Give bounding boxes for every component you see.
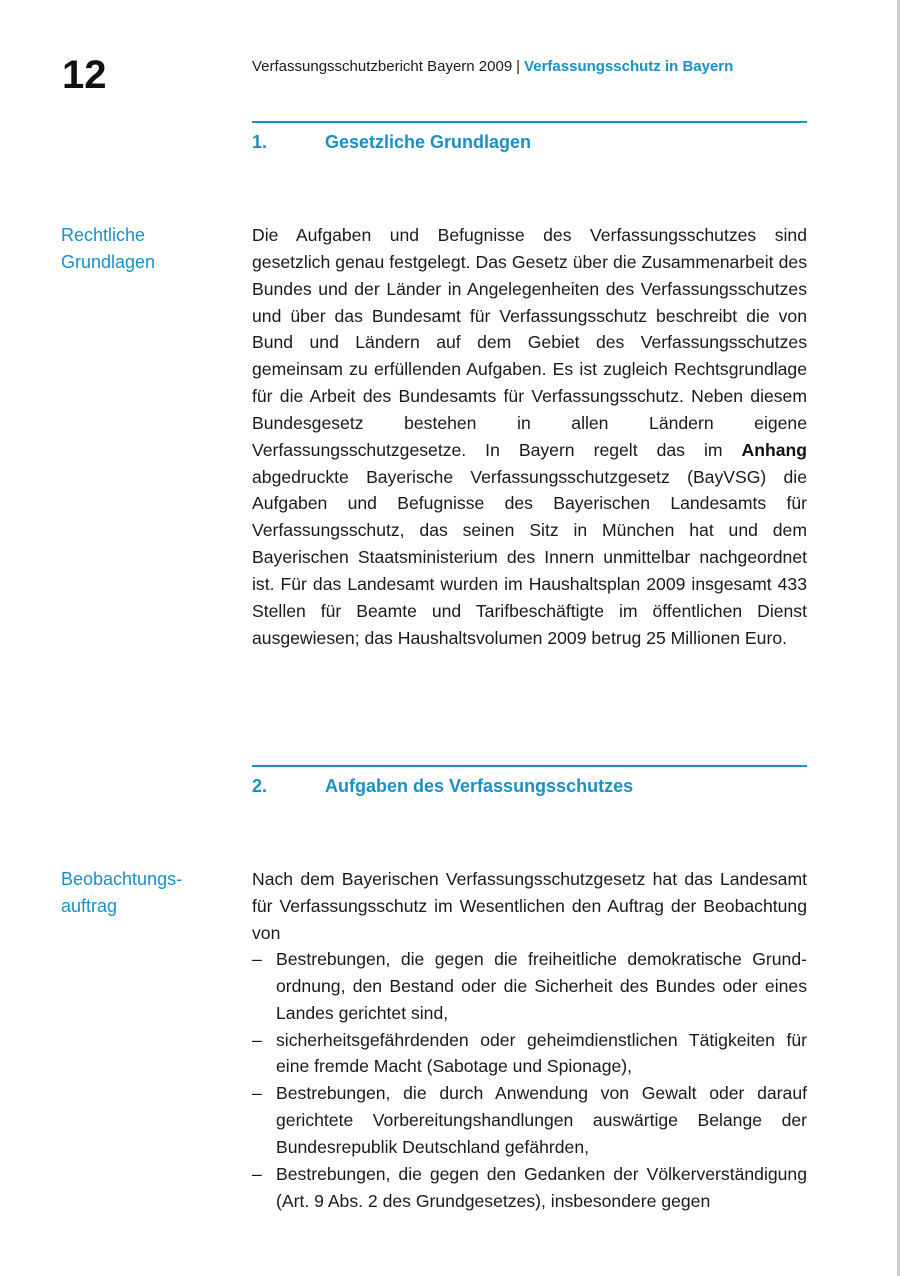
header-chapter: Verfassungsschutz in Bayern: [524, 58, 734, 75]
list-item: [252, 1027, 807, 1081]
bullet-dash: –: [252, 1083, 262, 1104]
list-item-text: sicherheitsgefährdenden oder geheimdienstlichen Tätigkeiten für eine fremde Macht (Sabotage und Spionage),: [276, 1029, 807, 1077]
section-1-rule: [252, 121, 807, 123]
section-1-paragraph: [252, 222, 807, 652]
section-2-rule: [252, 765, 807, 767]
paragraph-emphasis: Anhang: [741, 439, 808, 460]
header-separator: |: [516, 58, 521, 75]
section-2-margin-note: [61, 866, 231, 920]
bullet-dash: –: [252, 949, 262, 969]
list-item: [252, 1080, 807, 1161]
margin-note-line: Grundlagen: [61, 252, 156, 272]
paragraph-text: Die Aufgaben und Befugnisse des Verfassungsschutzes sind gesetzlich genau festgelegt. Das Gesetz über die Zusammenarbeit des Bundes und der Länder in Angelegenheiten des Verfassungsschutzes und über das Bundesamt für Verfassungsschutz beschreibt die von Bund und Ländern auf dem Gebiet des Verfassungsschutzes gemeinsam zu erfüllenden Aufgaben. Es ist zugleich Rechtsgrundlage für die Arbeit des Bundesamts für Verfassungsschutz. Neben diesem Bundesgesetz bestehen in allen Ländern eigene Verfassungsschutzgesetze. In Bayern regelt das im: [252, 225, 807, 460]
bullet-dash: –: [252, 1163, 262, 1184]
section-2-number: 2.: [252, 776, 268, 796]
list-item-text: Bestrebungen, die gegen den Gedanken der Völkerverständigung (Art. 9 Abs. 2 des Grundgesetzes), insbesondere gegen: [276, 1163, 807, 1211]
list-item: [252, 946, 807, 1027]
section-1-heading: [252, 131, 807, 153]
section-2-title: Aufgaben des Verfassungsschutzes: [325, 776, 634, 796]
section-2-heading: [252, 775, 807, 797]
page-number: 12: [62, 53, 107, 97]
paragraph-text: abgedruckte Bayerische Verfassungsschutzgesetz (BayVSG) die Aufgaben und Befugnisse des Bayerischen Landesamts für Verfassungsschutz, das seinen Sitz in München hat und dem Bayerischen Staatsministerium des Innern unmittelbar nachgeordnet ist. Für das Landesamt wurden im Haushaltsplan 2009 insgesamt 433 Stellen für Beamte und Tarifbeschäftigte im öffentlichen Dienst ausgewiesen; das Haushaltsvolumen 2009 betrug 25 Millionen Euro.: [252, 466, 807, 648]
margin-note-line: auftrag: [61, 896, 118, 916]
list-item-text: Bestrebungen, die durch Anwendung von Gewalt oder darauf gerichtete Vorbereitungshandlungen auswärtige Belange der Bundesrepublik Deutschland gefährden,: [276, 1083, 807, 1157]
section-1-title: Gesetzliche Grundlagen: [325, 132, 532, 152]
margin-note-line: Rechtliche: [61, 225, 146, 245]
section-2-bullet-list: [252, 946, 807, 1214]
section-1-number: 1.: [252, 132, 268, 152]
section-1-margin-note: [61, 222, 231, 276]
header-title: Verfassungsschutzbericht Bayern 2009: [252, 58, 513, 75]
margin-note-line: Beobachtungs-: [61, 869, 183, 889]
list-item: [252, 1161, 807, 1215]
section-2-intro: Nach dem Bayerischen Verfassungsschutzgesetz hat das Landesamt für Verfassungsschutz im Wesentlichen den Auftrag der Beobachtung von: [252, 869, 807, 943]
list-item-text: Bestrebungen, die gegen die freiheitliche demokratische Grundordnung, den Bestand oder die Sicherheit des Bundes oder eines Landes gerichtet sind,: [276, 949, 807, 1023]
running-header: [252, 57, 733, 77]
bullet-dash: –: [252, 1029, 262, 1050]
